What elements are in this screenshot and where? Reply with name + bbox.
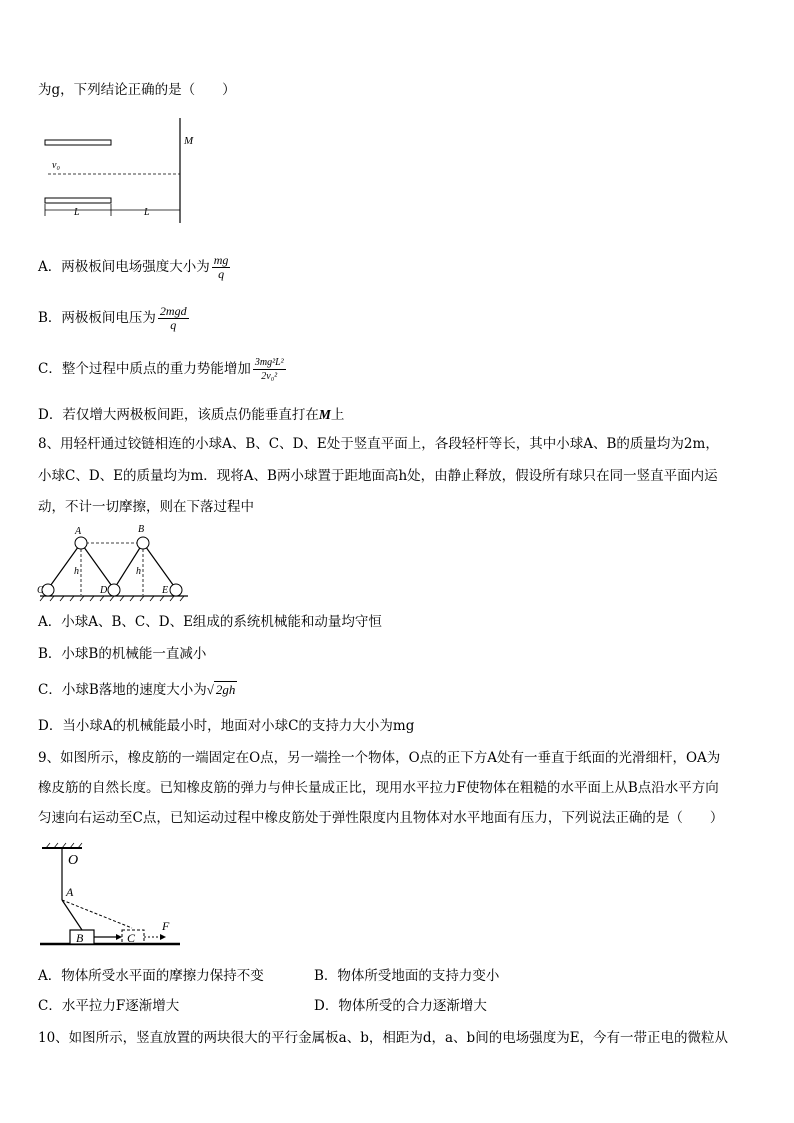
- fig3-label-F: F: [162, 919, 170, 933]
- q10-stem-line1: 10、如图所示，竖直放置的两块很大的平行金属板a、b，相距为d，a、b间的电场强度为E，今有一带正电的微粒从: [38, 1030, 729, 1046]
- q9-option-b: B．物体所受地面的支持力变小: [314, 968, 500, 984]
- q8-option-a: A．小球A、B、C、D、E组成的系统机械能和动量均守恒: [38, 614, 382, 630]
- fig2-label-C: C: [37, 585, 44, 596]
- q8-stem-line2: 小球C、D、E的质量均为m．现将A、B两小球置于距地面高h处，由静止释放，假设所有球只在同一竖直平面内运: [38, 468, 718, 484]
- q9-option-c: C．水平拉力F逐渐增大: [38, 998, 180, 1014]
- q8-option-b: B．小球B的机械能一直减小: [38, 646, 207, 662]
- q7-option-d: D．若仅增大两极板间距，该质点仍能垂直打在M上: [38, 407, 345, 423]
- fig2-label-D: D: [100, 585, 108, 596]
- q9-stem-line3: 匀速向右运动至C点，已知运动过程中橡皮筋处于弹性限度内且物体对水平地面有压力，下列说法正确的是（ ）: [38, 810, 724, 826]
- figure-parallel-plates: [38, 118, 208, 228]
- fig3-label-B: B: [76, 931, 84, 945]
- q8-option-c: C．小球B落地的速度大小为√ 2gh: [38, 682, 236, 698]
- q8-option-d: D．当小球A的机械能最小时，地面对小球C的支持力大小为mg: [38, 718, 415, 734]
- fig2-label-h2: h: [136, 566, 141, 577]
- fig3-label-O: O: [68, 853, 79, 868]
- figure-hinged-balls: [36, 522, 196, 602]
- q8-stem-line1: 8、用轻杆通过铰链相连的小球A、B、C、D、E处于竖直平面上，各段轻杆等长，其中小球A、B的质量均为2m，: [38, 436, 719, 452]
- figure-rubber-band: [38, 840, 188, 950]
- fig2-label-A: A: [75, 526, 82, 537]
- fig2-label-E: E: [162, 585, 169, 596]
- fig3-label-A: A: [66, 885, 74, 899]
- q9-stem-line1: 9、如图所示，橡皮筋的一端固定在O点，另一端拴一个物体，O点的正下方A处有一垂直于纸面的光滑细杆，OA为: [38, 750, 721, 766]
- fig1-label-L1: L: [74, 207, 80, 218]
- q9-option-a: A．物体所受水平面的摩擦力保持不变: [38, 968, 264, 984]
- q7-option-b: B．两极板间电压为 $\frac{\text{2mgd}}{q}$: [38, 304, 187, 332]
- q8-stem-line3: 动，不计一切摩擦，则在下落过程中: [38, 499, 254, 515]
- fig1-label-M: M: [184, 135, 194, 147]
- q7-stem-tail: 为g，下列结论正确的是（ ）: [38, 82, 236, 98]
- fig1-label-L2: L: [144, 207, 150, 218]
- fig3-label-C: C: [127, 931, 136, 945]
- q9-stem-line2: 橡皮筋的自然长度。已知橡皮筋的弹力与伸长量成正比，现用水平拉力F使物体在粗糙的水平面上从B点沿水平方向: [38, 780, 719, 796]
- q9-option-d: D．物体所受的合力逐渐增大: [314, 998, 487, 1014]
- fig2-label-h1: h: [74, 566, 79, 577]
- fig1-label-v0: v₀: [52, 160, 60, 171]
- q7-option-a: A．两极板间电场强度大小为 $\frac{mg}{q}$: [38, 253, 229, 281]
- fig2-label-B: B: [138, 524, 145, 535]
- q7-option-c: C．整个过程中质点的重力势能增加 $\frac{\text{3mg²L²}}{\text{2v₀²}}$: [38, 357, 284, 382]
